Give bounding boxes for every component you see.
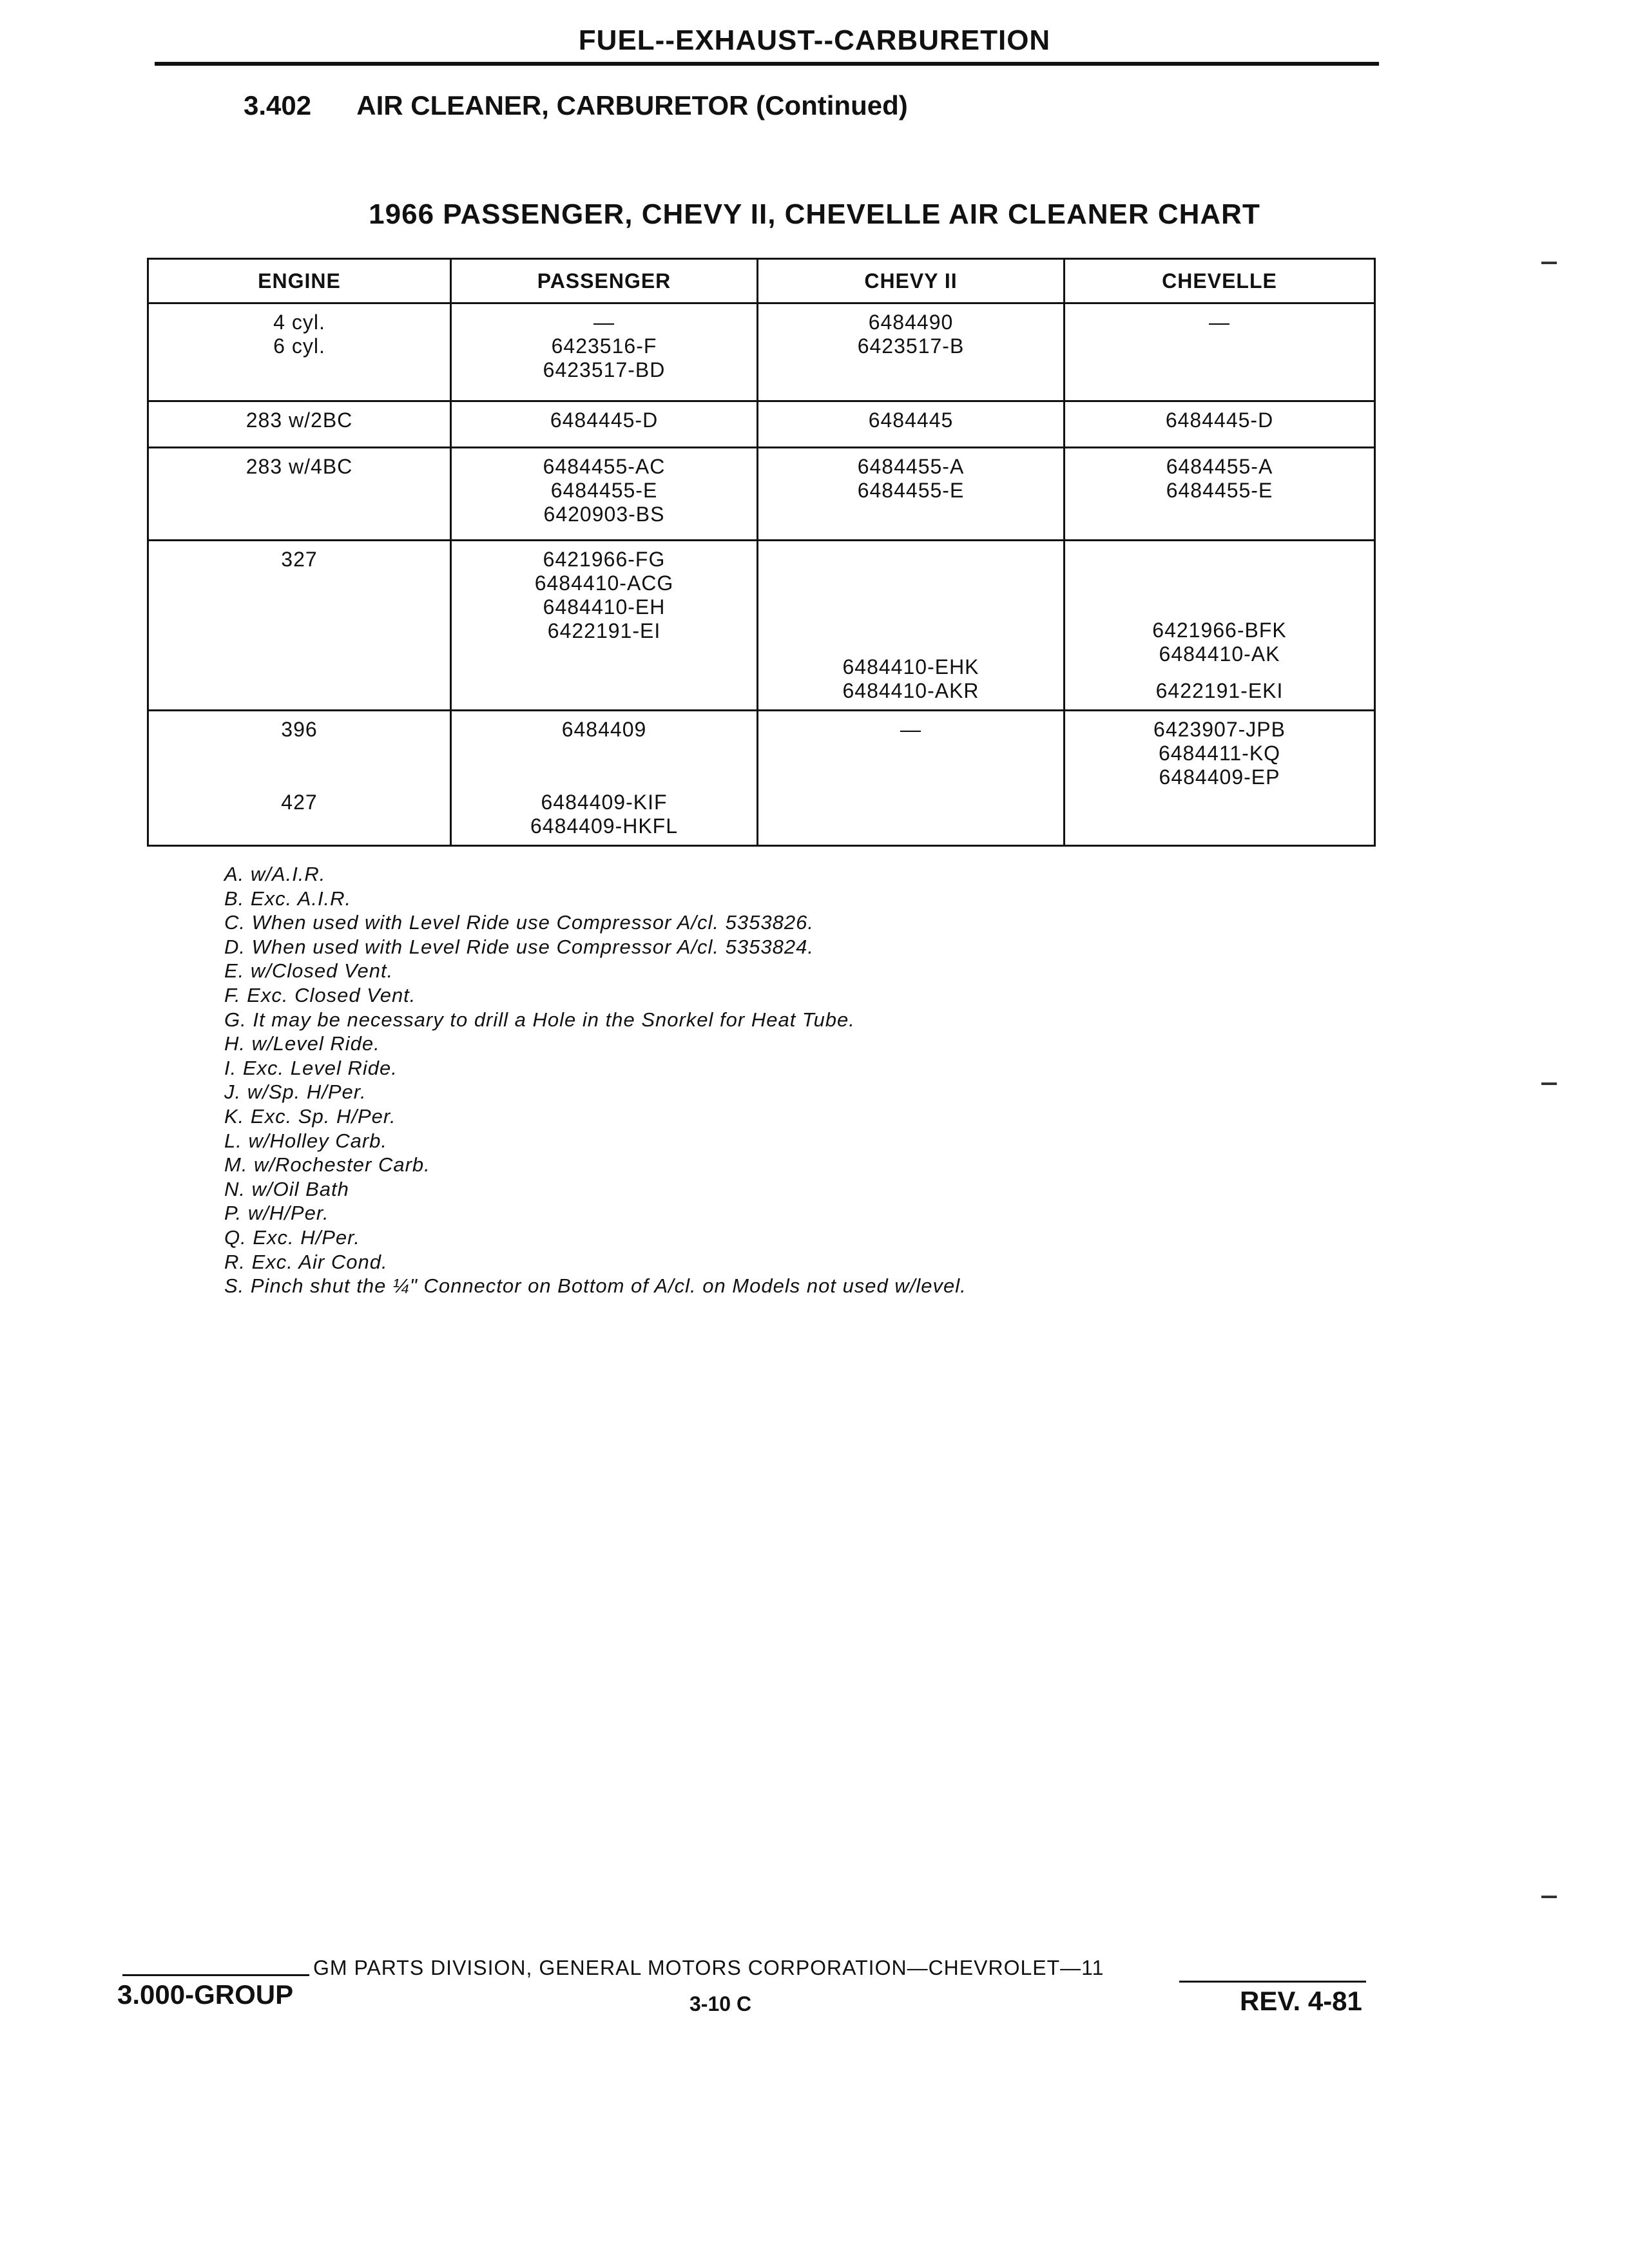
part-number: 6484455-E: [550, 479, 658, 502]
table-row: [148, 401, 1375, 448]
part-number: 6484410-ACG: [534, 572, 674, 595]
part-number: 6484409-KIF: [541, 791, 668, 814]
part-number: 6484455-A: [857, 455, 965, 478]
table-header-row: [148, 259, 1375, 303]
footnote: P. w/H/Per.: [224, 1202, 329, 1225]
part-number: 6423907-JPB: [1153, 718, 1286, 741]
footnote: J. w/Sp. H/Per.: [224, 1081, 367, 1104]
footnote: L. w/Holley Carb.: [224, 1129, 388, 1152]
footnote: G. It may be necessary to drill a Hole in the Snorkel for Heat Tube.: [224, 1008, 855, 1031]
part-number: 6484410-AKR: [842, 679, 979, 702]
engine-value: 327: [281, 548, 318, 571]
chevy-ii-cell: [758, 303, 1065, 401]
footer-rule-left: [122, 1974, 309, 1976]
part-number: 6484445-D: [550, 408, 659, 432]
table-row: [148, 303, 1375, 401]
air-cleaner-table: [147, 258, 1374, 847]
passenger-cell: [451, 401, 758, 448]
footnote: C. When used with Level Ride use Compressor A/cl. 5353826.: [224, 911, 814, 934]
engine-value: 283 w/2BC: [246, 408, 353, 432]
subsection-number: 3.402: [244, 90, 312, 120]
engine-cell: [148, 448, 451, 541]
engine-cell: [148, 303, 451, 401]
subsection-heading: [244, 90, 908, 121]
footer-revision: REV. 4-81: [1240, 1986, 1362, 2016]
chevy-ii-cell: [758, 541, 1065, 711]
part-number: 6484410-AK: [1159, 642, 1280, 666]
chevy-ii-cell: [758, 448, 1065, 541]
footnote: K. Exc. Sp. H/Per.: [224, 1104, 396, 1128]
engine-cell: [148, 711, 451, 846]
part-number: 6421966-BFK: [1152, 619, 1287, 642]
part-number: 6422191-EKI: [1155, 679, 1284, 702]
part-number: 6484455-A: [1166, 455, 1273, 478]
part-number: 6484455-AC: [543, 455, 666, 478]
part-number: 6423516-F: [551, 334, 657, 358]
margin-mark: [1541, 1896, 1557, 1898]
part-number: 6421966-FG: [543, 548, 666, 571]
column-header-chevy-ii: CHEVY II: [758, 259, 1065, 303]
footer-group: 3.000-GROUP: [117, 1979, 294, 2010]
footnote: H. w/Level Ride.: [224, 1032, 380, 1055]
margin-mark: [1541, 262, 1557, 264]
part-number: 6484445-D: [1165, 408, 1274, 432]
footnote: D. When used with Level Ride use Compressor A/cl. 5353824.: [224, 935, 814, 958]
footnote: F. Exc. Closed Vent.: [224, 983, 416, 1006]
footnote: A. w/A.I.R.: [224, 863, 326, 885]
part-number: 6484409-EP: [1159, 765, 1280, 789]
chevelle-cell: [1065, 711, 1375, 846]
footnote: I. Exc. Level Ride.: [224, 1056, 398, 1079]
footnote: E. w/Closed Vent.: [224, 959, 394, 983]
table-row: [148, 448, 1375, 541]
passenger-cell: [451, 303, 758, 401]
chevelle-cell: [1065, 448, 1375, 541]
footnote: S. Pinch shut the ¼" Connector on Bottom of A/cl. on Models not used w/level.: [224, 1274, 967, 1298]
footer-page-number: 3-10 C: [689, 1992, 752, 2015]
passenger-cell: [451, 711, 758, 846]
footnote: R. Exc. Air Cond.: [224, 1250, 388, 1273]
chart-title: 1966 PASSENGER, CHEVY II, CHEVELLE AIR CLEANER CHART: [369, 198, 1260, 230]
margin-mark: [1541, 1082, 1557, 1085]
part-number: 6484455-E: [857, 479, 965, 502]
part-number: 6420903-BS: [543, 503, 665, 526]
engine-value: 427: [281, 791, 318, 814]
part-number: 6484490: [868, 311, 954, 334]
engine-cell: [148, 541, 451, 711]
part-number: —: [1209, 311, 1230, 334]
part-number: —: [900, 718, 921, 741]
footnotes: [224, 862, 967, 1298]
column-header-chevelle: CHEVELLE: [1065, 259, 1375, 303]
footer-division: GM PARTS DIVISION, GENERAL MOTORS CORPORATION—CHEVROLET—11: [313, 1956, 1104, 1979]
passenger-cell: [451, 448, 758, 541]
table-row: [148, 541, 1375, 711]
footnote: N. w/Oil Bath: [224, 1177, 349, 1200]
chevelle-cell: [1065, 541, 1375, 711]
engine-value: 396: [281, 718, 318, 741]
part-number: 6484409-HKFL: [530, 814, 679, 838]
footnote: Q. Exc. H/Per.: [224, 1225, 360, 1249]
engine-value: 6 cyl.: [273, 334, 325, 358]
chevy-ii-cell: [758, 711, 1065, 846]
chevelle-cell: [1065, 303, 1375, 401]
footer-rule-right: [1179, 1981, 1366, 1983]
engine-cell: [148, 401, 451, 448]
part-number: 6423517-B: [857, 334, 965, 358]
footnote: B. Exc. A.I.R.: [224, 887, 352, 910]
footnote: M. w/Rochester Carb.: [224, 1153, 430, 1177]
column-header-engine: ENGINE: [148, 259, 451, 303]
section-heading: FUEL--EXHAUST--CARBURETION: [578, 24, 1051, 56]
part-number: 6484410-EH: [543, 595, 666, 619]
part-number: 6484455-E: [1166, 479, 1273, 502]
part-number: 6484411-KQ: [1158, 742, 1281, 765]
passenger-cell: [451, 541, 758, 711]
part-number: 6484409: [561, 718, 647, 741]
engine-value: 4 cyl.: [273, 311, 325, 334]
table-row: [148, 711, 1375, 846]
subsection-title: AIR CLEANER, CARBURETOR (Continued): [356, 90, 908, 120]
part-number: 6484410-EHK: [842, 655, 979, 678]
column-header-passenger: PASSENGER: [451, 259, 758, 303]
part-number: 6422191-EI: [547, 619, 661, 642]
chevelle-cell: [1065, 401, 1375, 448]
chevy-ii-cell: [758, 401, 1065, 448]
engine-value: 283 w/4BC: [246, 455, 353, 478]
header-rule: [155, 62, 1379, 66]
part-number: —: [593, 311, 615, 334]
part-number: 6423517-BD: [543, 358, 666, 381]
part-number: 6484445: [868, 408, 954, 432]
